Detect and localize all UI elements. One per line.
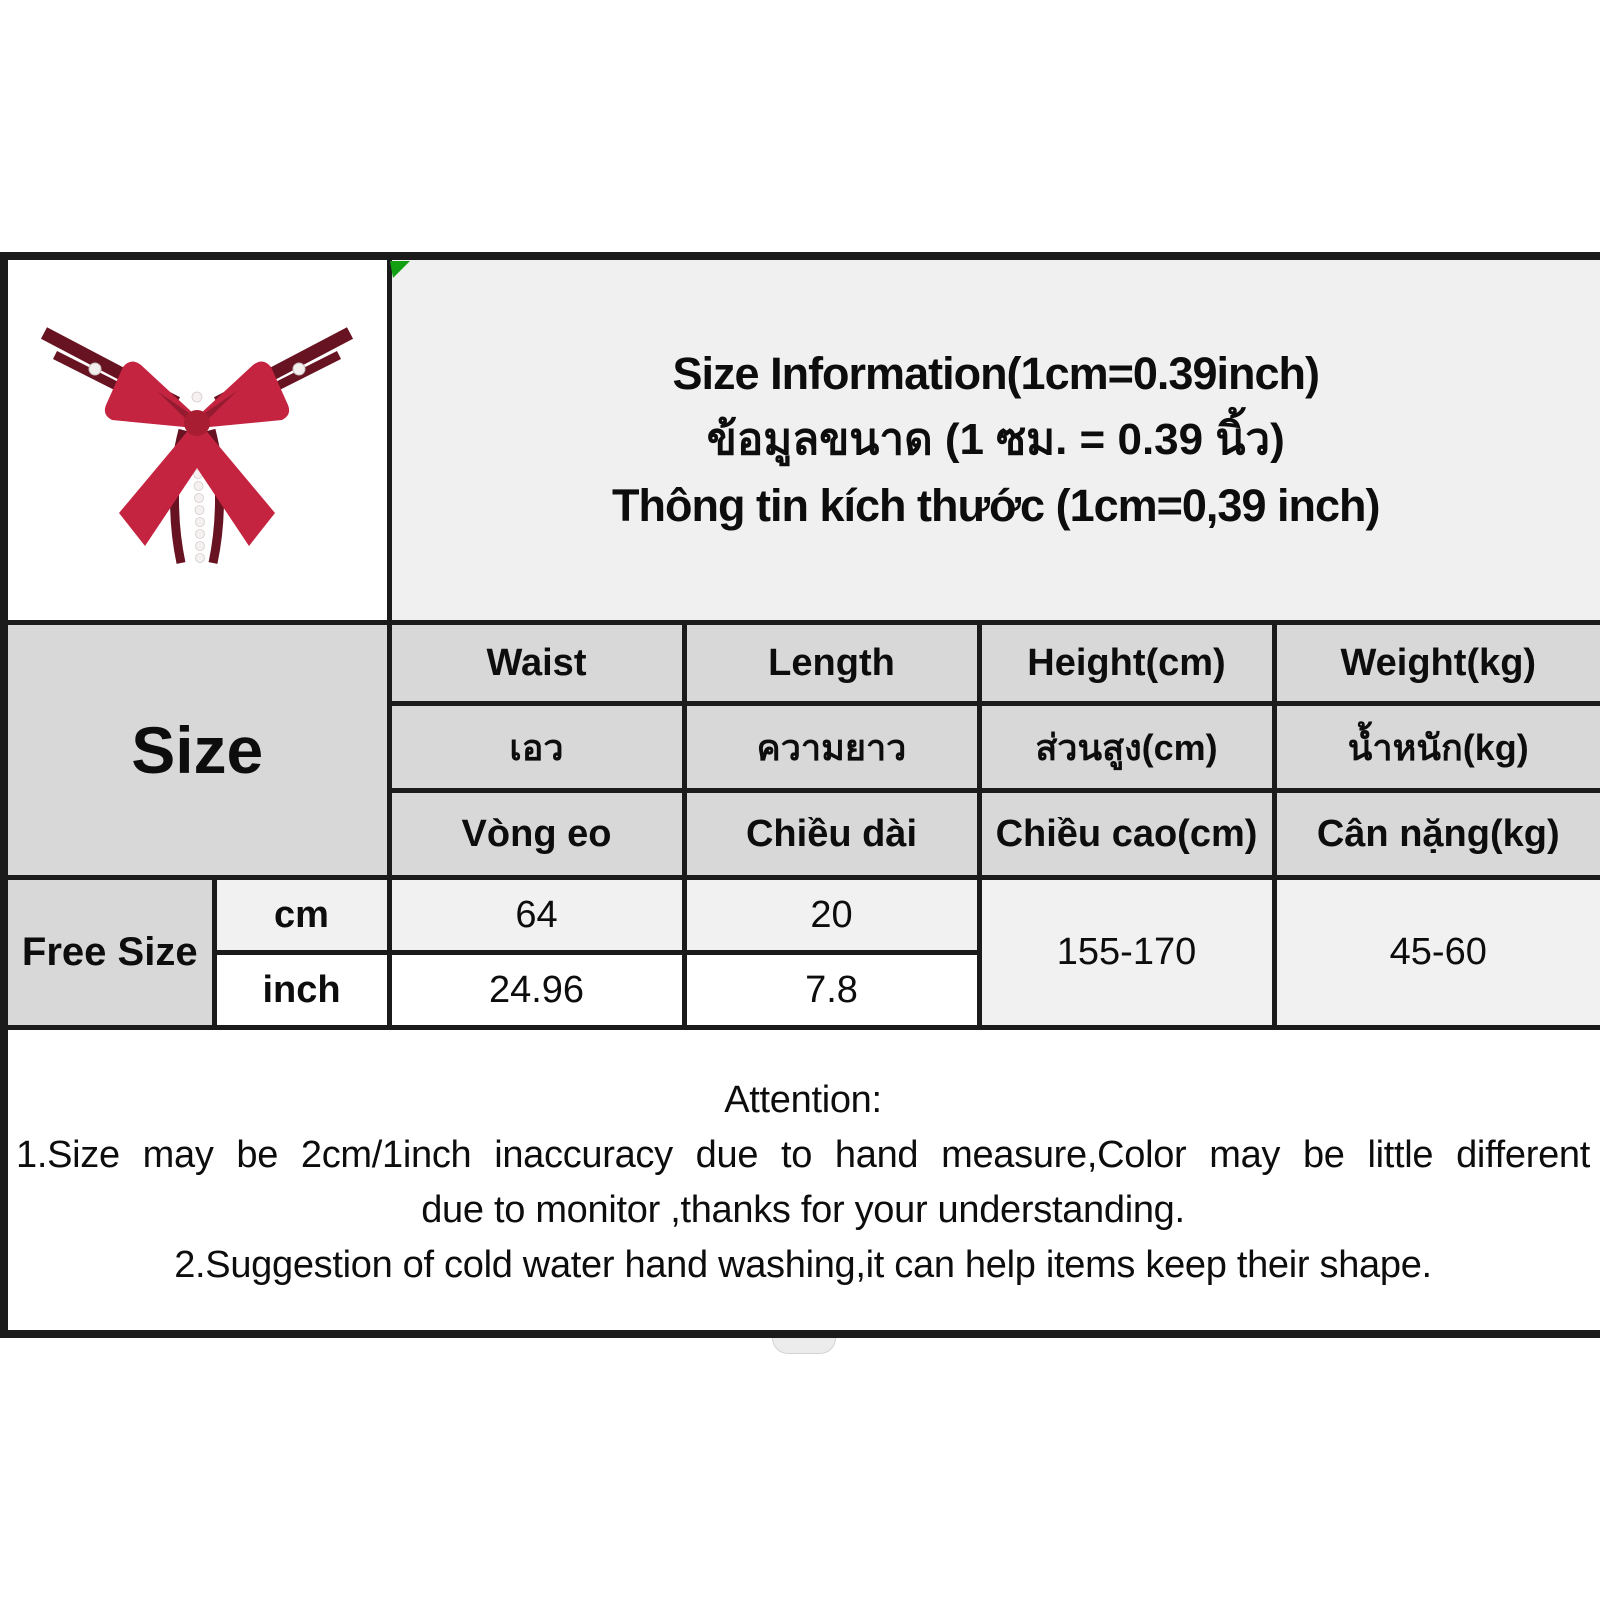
attention-note-1-line-2: due to monitor ,thanks for your understanding. bbox=[421, 1189, 1185, 1231]
size-corner-cell: Size bbox=[4, 623, 389, 878]
unit-cm-cell: cm bbox=[214, 878, 389, 953]
header-height-vi: Chiều cao(cm) bbox=[979, 791, 1274, 878]
attention-heading: Attention: bbox=[724, 1079, 882, 1121]
product-image-red-bow-panty bbox=[11, 265, 383, 615]
height-range-value: 155-170 bbox=[979, 878, 1274, 1028]
size-name-cell: Free Size bbox=[4, 878, 214, 1028]
unit-inch-cell: inch bbox=[214, 953, 389, 1028]
attention-note-1-line-1: 1.Size may be 2cm/1inch inaccuracy due to hand measure,Color may be little different bbox=[16, 1134, 1591, 1176]
waist-straps bbox=[44, 333, 350, 415]
size-chart-sheet bbox=[0, 252, 1600, 1338]
header-length-en: Length bbox=[684, 623, 979, 704]
header-height-th: ส่วนสูง(cm) bbox=[979, 704, 1274, 791]
header-weight-th: น้ำหนัก(kg) bbox=[1274, 704, 1600, 791]
header-weight-vi: Cân nặng(kg) bbox=[1274, 791, 1600, 878]
length-cm-value: 20 bbox=[684, 878, 979, 953]
title-thai: ข้อมูลขนาด (1 ซม. = 0.39 นิ้ว) bbox=[706, 415, 1285, 464]
header-height-en: Height(cm) bbox=[979, 623, 1274, 704]
watermark-artifact bbox=[772, 1338, 836, 1354]
attention-cell bbox=[4, 1028, 1600, 1335]
attention-note-2: 2.Suggestion of cold water hand washing,it can help items keep their shape. bbox=[174, 1244, 1432, 1286]
header-waist-th: เอว bbox=[389, 704, 684, 791]
size-table bbox=[0, 252, 1600, 1338]
product-image-cell bbox=[4, 256, 389, 623]
waist-cm-value: 64 bbox=[389, 878, 684, 953]
title-vietnamese: Thông tin kích thước (1cm=0,39 inch) bbox=[612, 480, 1380, 531]
header-length-vi: Chiều dài bbox=[684, 791, 979, 878]
waist-inch-value: 24.96 bbox=[389, 953, 684, 1028]
weight-range-value: 45-60 bbox=[1274, 878, 1600, 1028]
title-cell bbox=[389, 256, 1600, 623]
header-weight-en: Weight(kg) bbox=[1274, 623, 1600, 704]
header-waist-vi: Vòng eo bbox=[389, 791, 684, 878]
header-length-th: ความยาว bbox=[684, 704, 979, 791]
header-waist-en: Waist bbox=[389, 623, 684, 704]
title-english: Size Information(1cm=0.39inch) bbox=[672, 348, 1319, 399]
length-inch-value: 7.8 bbox=[684, 953, 979, 1028]
